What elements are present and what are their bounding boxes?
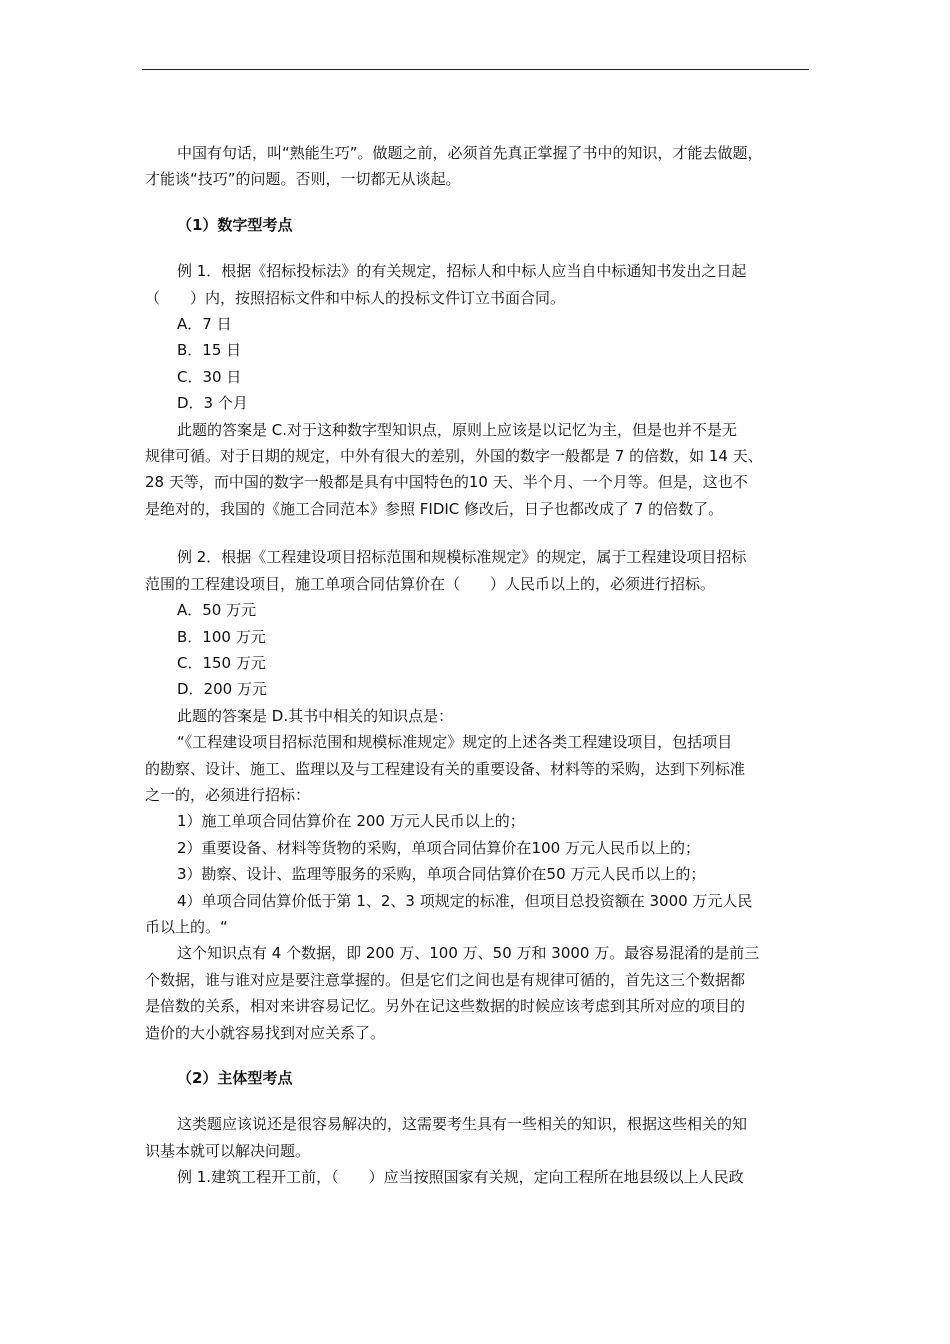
rule-item-end: 币以上的。“	[145, 917, 228, 936]
rule-item: 2）重要设备、材料等货物的采购，单项合同估算价在100 万元人民币以上的；	[177, 838, 700, 857]
quote-line: “《工程建设项目招标范围和规模标准规定》规定的上述各类工程建设项目，包括项目	[177, 733, 733, 752]
question-line: （ ）内，按照招标文件和中标人的投标文件订立书面合同。	[145, 288, 566, 307]
option-c: C．150 万元	[177, 653, 266, 672]
option-b: B．100 万元	[177, 627, 266, 646]
example-1	[145, 258, 810, 522]
question-line: 范围的工程建设项目，施工单项合同估算价在（ ）人民币以上的，必须进行招标。	[145, 574, 716, 593]
analysis-line: 造价的大小就容易找到对应关系了。	[145, 1023, 386, 1042]
analysis-line: 是倍数的关系，相对来讲容易记忆。另外在记这些数据的时候应该考虑到其所对应的项目的	[145, 997, 746, 1016]
question-line: 例 1．根据《招标投标法》的有关规定，招标人和中标人应当自中标通知书发出之日起	[177, 262, 747, 281]
intro-line: 才能谈“技巧”的问题。否则，一切都无从谈起。	[145, 170, 461, 189]
example-2	[145, 544, 810, 1046]
quote-line: 的勘察、设计、施工、监理以及与工程建设有关的重要设备、材料等的采购，达到下列标准	[145, 759, 746, 778]
answer-line: 是绝对的，我国的《施工合同范本》参照 FIDIC 修改后，日子也都改成了 7 的倍数了。	[145, 499, 724, 518]
document-body	[145, 140, 810, 1191]
intro-line: 中国有句话，叫“熟能生巧”。做题之前，必须首先真正掌握了书中的知识，才能去做题，	[177, 144, 763, 162]
header-rule	[142, 69, 809, 70]
option-d: D．200 万元	[177, 680, 267, 699]
analysis-line: 这个知识点有 4 个数据，即 200 万、100 万、50 万和 3000 万。最容易混淆的是前三	[177, 944, 760, 963]
analysis-line: 个数据，谁与谁对应是要注意掌握的。但是它们之间也是有规律可循的，首先这三个数据都	[145, 970, 746, 989]
rule-item: 4）单项合同估算价低于第 1、2、3 项规定的标准，但项目总投资额在 3000 万元人民	[177, 891, 753, 910]
option-a: A．7 日	[177, 315, 232, 334]
answer-line: 规律可循。对于日期的规定，中外有很大的差别，外国的数字一般都是 7 的倍数，如 14 天、	[145, 447, 763, 466]
intro-line: 这类题应该说还是很容易解决的，这需要考生具有一些相关的知识，根据这些相关的知	[177, 1115, 748, 1134]
answer-line: 此题的答案是 C.对于这种数字型知识点，原则上应该是以记忆为主，但是也并不是无	[177, 420, 738, 439]
question-line: 例 2．根据《工程建设项目招标范围和规模标准规定》的规定，属于工程建设项目招标	[177, 548, 747, 567]
quote-line: 之一的，必须进行招标：	[145, 785, 311, 804]
question-line: 例 1.建筑工程开工前，（ ）应当按照国家有关规，定向工程所在地县级以上人民政	[177, 1168, 744, 1187]
option-c: C．30 日	[177, 367, 242, 386]
rule-item: 1）施工单项合同估算价在 200 万元人民币以上的；	[177, 812, 525, 831]
rule-item: 3）勘察、设计、监理等服务的采购，单项合同估算价在50 万元人民币以上的；	[177, 865, 706, 884]
section-heading-numeric: （1）数字型考点	[177, 215, 293, 234]
option-b: B．15 日	[177, 341, 242, 360]
intro-line: 识基本就可以解决问题。	[145, 1141, 311, 1160]
answer-intro: 此题的答案是 D.其书中相关的知识点是：	[177, 706, 454, 725]
option-a: A．50 万元	[177, 601, 257, 620]
option-d: D．3 个月	[177, 394, 248, 413]
section-2-body	[145, 1111, 810, 1190]
intro-paragraph	[145, 140, 810, 193]
answer-line: 28 天等，而中国的数字一般都是具有中国特色的10 天、半个月、一个月等。但是，这也不	[145, 473, 748, 492]
section-heading-subject: （2）主体型考点	[177, 1069, 293, 1087]
